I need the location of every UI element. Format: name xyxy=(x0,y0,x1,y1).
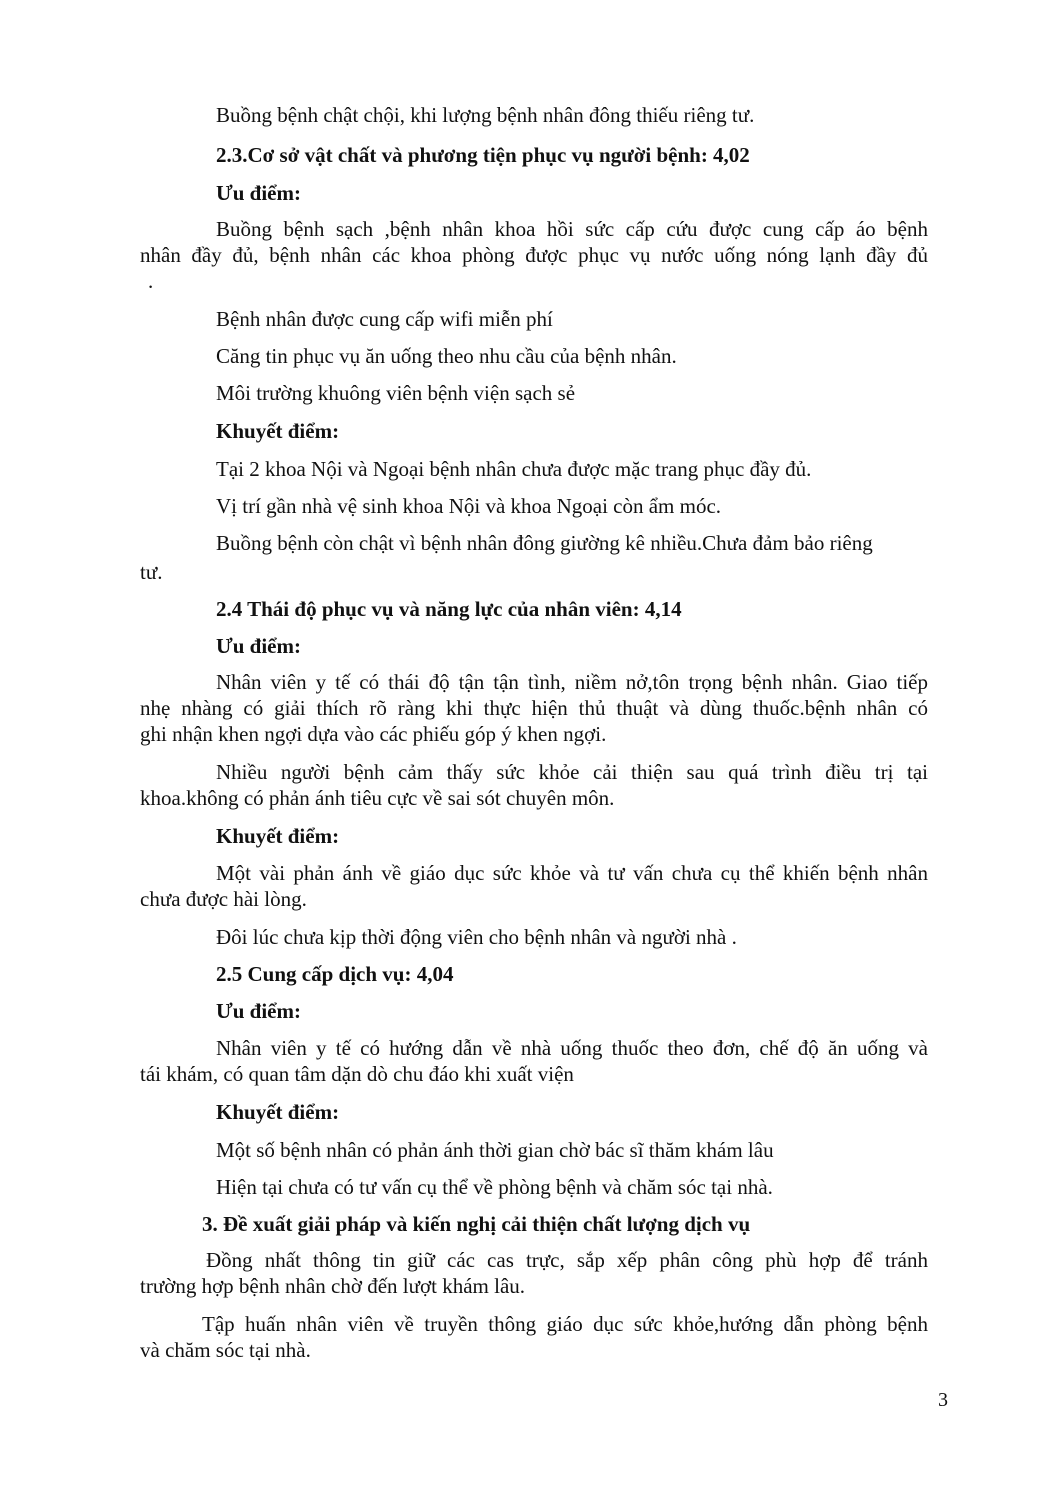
section3-heading: 3. Đề xuất giải pháp và kiến nghị cải thiện chất lượng dịch vụ xyxy=(202,1212,751,1236)
section25-cons-heading: Khuyết điểm: xyxy=(216,1100,340,1124)
section25-cons-p2: Hiện tại chưa có tư vấn cụ thể về phòng bệnh và chăm sóc tại nhà. xyxy=(216,1175,773,1199)
section3-p2-line1: Tập huấn nhân viên về truyền thông giáo dục sức khỏe,hướng dẫn phòng bệnh xyxy=(202,1312,928,1336)
section24-cons-heading: Khuyết điểm: xyxy=(216,824,340,848)
section23-cons-p1: Tại 2 khoa Nội và Ngoại bệnh nhân chưa được mặc trang phục đầy đủ. xyxy=(216,457,812,481)
section23-pros-p2: Bệnh nhân được cung cấp wifi miễn phí xyxy=(216,307,553,331)
section24-cons-p2: Đôi lúc chưa kịp thời động viên cho bệnh nhân và người nhà . xyxy=(216,925,737,949)
section23-pros-p1-line2: nhân đầy đủ, bệnh nhân các khoa phòng được phục vụ nước uống nóng lạnh đầy đủ xyxy=(140,243,928,267)
section25-pros-heading: Ưu điểm: xyxy=(216,999,301,1023)
section24-pros-p1-line2: nhẹ nhàng có giải thích rõ ràng khi thực hiện thủ thuật và dùng thuốc.bệnh nhân có xyxy=(140,696,928,720)
section24-pros-p1-line3: ghi nhận khen ngợi dựa vào các phiếu góp ý khen ngợi. xyxy=(140,722,607,746)
section24-cons-p1-line1: Một vài phản ánh về giáo dục sức khỏe và tư vấn chưa cụ thể khiến bệnh nhân xyxy=(216,861,928,885)
section23-pros-p1-line1: Buồng bệnh sạch ,bệnh nhân khoa hồi sức cấp cứu được cung cấp áo bệnh xyxy=(216,217,928,241)
section23-cons-heading: Khuyết điểm: xyxy=(216,419,340,443)
section25-pros-p1-line1: Nhân viên y tế có hướng dẫn về nhà uống thuốc theo đơn, chế độ ăn uống và xyxy=(216,1036,928,1060)
section23-pros-p3: Căng tin phục vụ ăn uống theo nhu cầu của bệnh nhân. xyxy=(216,344,677,368)
section23-pros-p4: Môi trường khuông viên bệnh viện sạch sẻ xyxy=(216,381,576,405)
section23-cons-p3-line1: Buồng bệnh còn chật vì bệnh nhân đông giường kê nhiều.Chưa đảm bảo riêng xyxy=(216,531,873,555)
section23-heading: 2.3.Cơ sở vật chất và phương tiện phục vụ người bệnh: 4,02 xyxy=(216,143,750,167)
section3-p1-line2: trường hợp bệnh nhân chờ đến lượt khám lâu. xyxy=(140,1274,526,1298)
section24-heading: 2.4 Thái độ phục vụ và năng lực của nhân viên: 4,14 xyxy=(216,597,682,621)
section25-pros-p1-line2: tái khám, có quan tâm dặn dò chu đáo khi xuất viện xyxy=(140,1062,574,1086)
page-number: 3 xyxy=(938,1389,948,1411)
section25-cons-p1: Một số bệnh nhân có phản ánh thời gian chờ bác sĩ thăm khám lâu xyxy=(216,1138,774,1162)
section23-cons-p3-line2: tư. xyxy=(140,560,163,584)
section3-p2-line2: và chăm sóc tại nhà. xyxy=(140,1338,311,1362)
section23-pros-heading: Ưu điểm: xyxy=(216,181,301,205)
section24-cons-p1-line2: chưa được hài lòng. xyxy=(140,887,307,911)
section24-pros-p2-line1: Nhiều người bệnh cảm thấy sức khỏe cải thiện sau quá trình điều trị tại xyxy=(216,760,928,784)
section24-pros-p2-line2: khoa.không có phản ánh tiêu cực về sai sót chuyên môn. xyxy=(140,786,615,810)
section22-tail-text: Buồng bệnh chật chội, khi lượng bệnh nhân đông thiếu riêng tư. xyxy=(216,103,755,127)
section3-p1-line1: Đồng nhất thông tin giữ các cas trực, sắp xếp phân công phù hợp để tránh xyxy=(206,1248,928,1272)
section25-heading: 2.5 Cung cấp dịch vụ: 4,04 xyxy=(216,962,454,986)
section24-pros-p1-line1: Nhân viên y tế có thái độ tận tận tình, niềm nở,tôn trọng bệnh nhân. Giao tiếp xyxy=(216,670,928,694)
section24-pros-heading: Ưu điểm: xyxy=(216,634,301,658)
section23-pros-p1-line3: . xyxy=(148,269,154,293)
section23-cons-p2: Vị trí gần nhà vệ sinh khoa Nội và khoa Ngoại còn ẩm móc. xyxy=(216,494,722,518)
